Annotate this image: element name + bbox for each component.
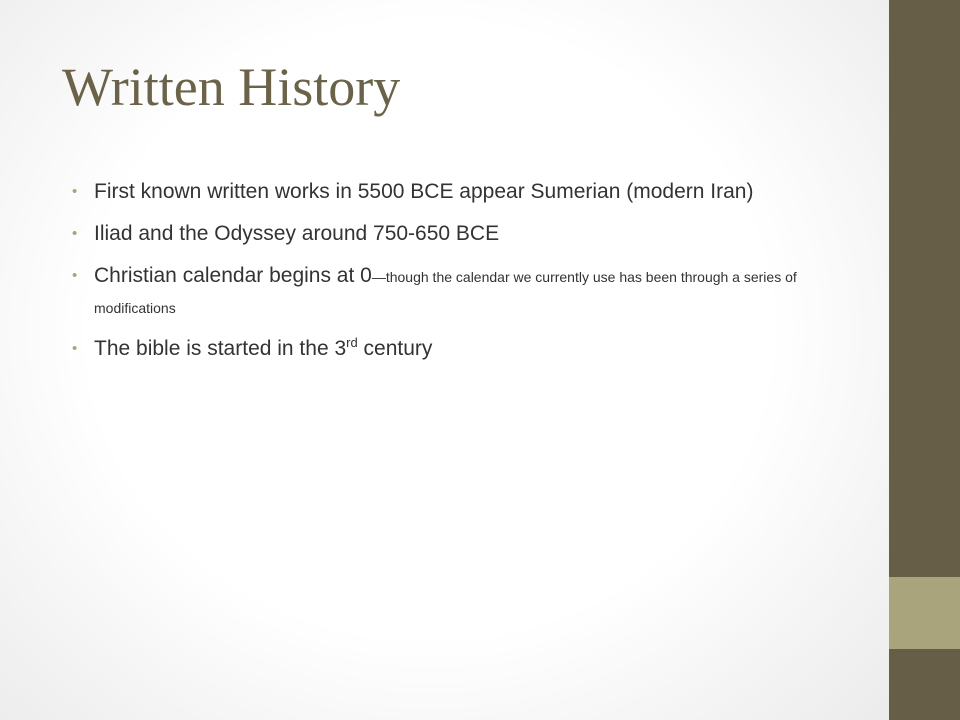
bullet-marker: •: [72, 225, 78, 242]
bullet-marker: •: [72, 267, 78, 284]
bullet-item: [72, 176, 832, 207]
bullet-text: First known written works in 5500 BCE appear Sumerian (modern Iran): [94, 180, 754, 203]
bullet-list: [72, 176, 832, 375]
decorative-sidebar: [889, 0, 960, 720]
bullet-marker: •: [72, 340, 78, 357]
bullet-text: Christian calendar begins at 0: [94, 264, 372, 287]
bullet-text-end: century: [357, 337, 433, 360]
bullet-note: —though the calendar we currently use has been through a series of modifications: [94, 269, 797, 316]
bullet-text: The bible is started in the 3: [94, 337, 347, 360]
bullet-item: [72, 260, 832, 322]
ordinal-superscript: rd: [346, 335, 358, 350]
bullet-item: [72, 218, 832, 249]
bullet-text: Iliad and the Odyssey around 750-650 BCE: [94, 222, 500, 245]
bullet-marker: •: [72, 183, 78, 200]
sidebar-accent-block: [889, 577, 960, 649]
bullet-item: [72, 333, 832, 364]
slide-title: Written History: [62, 57, 401, 117]
